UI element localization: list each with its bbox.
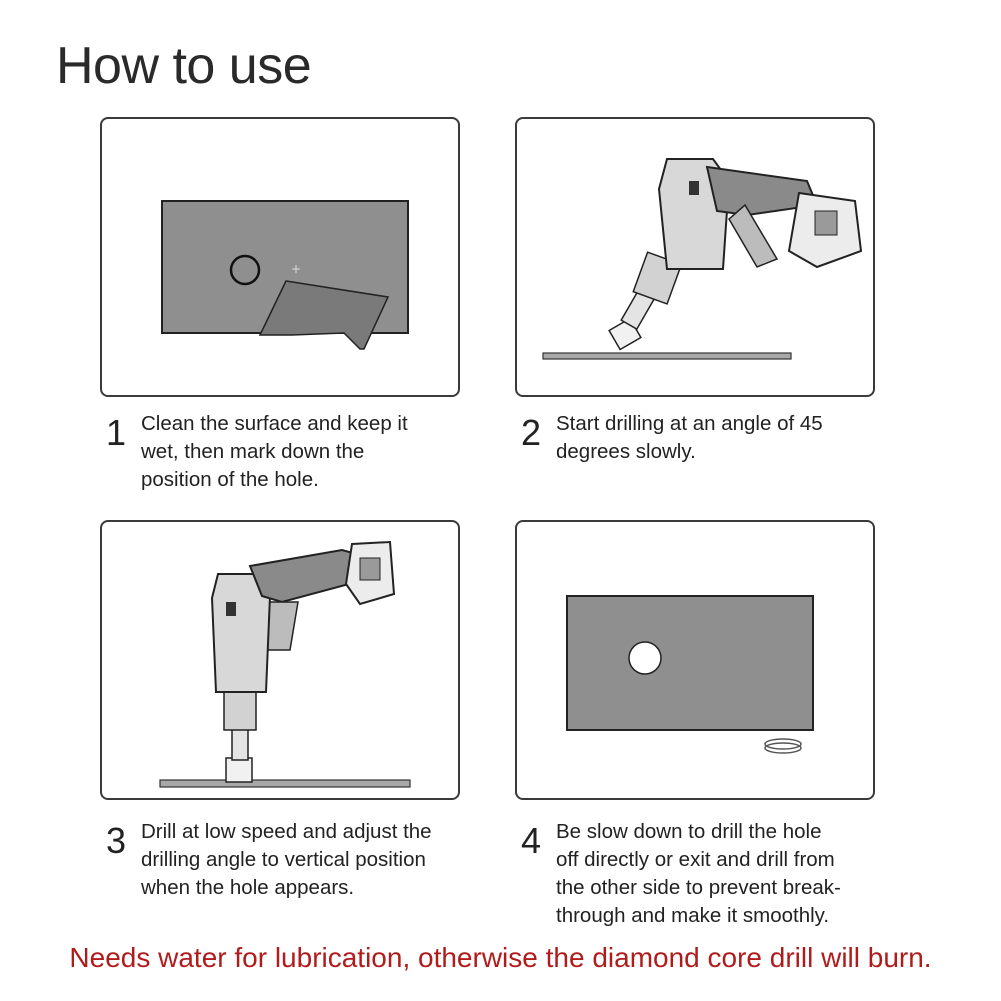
step-3-number: 3	[106, 820, 127, 861]
page-title: How to use	[56, 37, 312, 95]
step-3-illustration	[100, 520, 460, 800]
step-3-text: Drill at low speed and adjust the drilling angle to vertical position when the hole appears.	[141, 820, 432, 899]
finished-hole-illustration	[517, 522, 875, 800]
step-1-illustration	[100, 117, 460, 397]
step-2-text: Start drilling at an angle of 45 degrees slowly.	[556, 412, 823, 463]
tile-cleaning-illustration	[102, 119, 460, 397]
step-2-illustration	[515, 117, 875, 397]
step-1-number: 1	[106, 412, 127, 453]
vertical-drill-illustration	[102, 522, 460, 800]
angled-drill-illustration	[517, 119, 875, 397]
step-1-text: Clean the surface and keep it wet, then mark down the position of the hole.	[141, 412, 408, 491]
step-4-number: 4	[521, 820, 542, 861]
lubrication-warning: Needs water for lubrication, otherwise the diamond core drill will burn.	[69, 942, 932, 973]
step-4-text: Be slow down to drill the hole off directly or exit and drill from the other side to prevent break- through and make it smoothly.	[556, 820, 841, 927]
step-4-illustration	[515, 520, 875, 800]
step-2-number: 2	[521, 412, 542, 453]
